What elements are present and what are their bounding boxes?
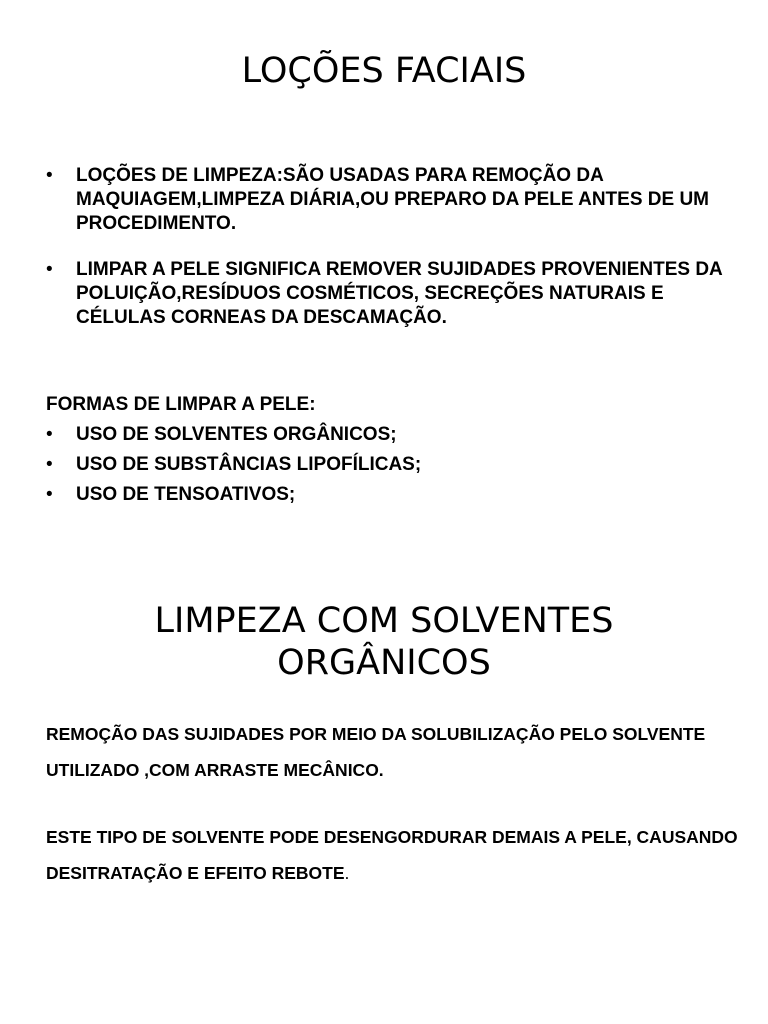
bullet-text: USO DE SUBSTÂNCIAS LIPOFÍLICAS; xyxy=(76,454,422,475)
section-title xyxy=(0,600,768,684)
bullet-icon: • xyxy=(46,424,53,445)
paragraph-warning-period: . xyxy=(344,863,350,883)
list-item xyxy=(46,450,746,480)
paragraph-warning-text: ESTE TIPO DE SOLVENTE PODE DESENGORDURAR DEMAIS A PELE, CAUSANDO DESITRATAÇÃO E EFEITO REBOTE xyxy=(46,827,738,883)
bullet-icon: • xyxy=(46,165,53,186)
bullet-icon: • xyxy=(46,484,53,505)
list-item xyxy=(46,258,746,330)
list-item xyxy=(46,420,746,450)
bullet-icon: • xyxy=(46,454,53,475)
section-title-line-2: ORGÂNICOS xyxy=(277,643,491,683)
list-item xyxy=(46,164,746,236)
list-item xyxy=(46,480,746,510)
section-title-line-1: LIMPEZA COM SOLVENTES xyxy=(154,601,614,641)
bullet-text: USO DE TENSOATIVOS; xyxy=(76,484,296,505)
page-title: LOÇÕES FACIAIS xyxy=(241,51,527,91)
paragraph-warning xyxy=(46,819,746,891)
bullet-icon: • xyxy=(46,259,53,280)
lotions-bullet-list xyxy=(46,164,746,330)
forms-heading: FORMAS DE LIMPAR A PELE: xyxy=(46,394,316,415)
bullet-text: LIMPAR A PELE SIGNIFICA REMOVER SUJIDADES PROVENIENTES DA POLUIÇÃO,RESÍDUOS COSMÉTICOS, SECREÇÕES NATURAIS E CÉLULAS CORNEAS DA DESCAMAÇÃO. xyxy=(76,259,723,328)
paragraph-removal: REMOÇÃO DAS SUJIDADES POR MEIO DA SOLUBILIZAÇÃO PELO SOLVENTE UTILIZADO ,COM ARRASTE MECÂNICO. xyxy=(46,724,706,780)
cleansing-methods-list xyxy=(46,420,746,510)
bullet-text: LOÇÕES DE LIMPEZA:SÃO USADAS PARA REMOÇÃO DA MAQUIAGEM,LIMPEZA DIÁRIA,OU PREPARO DA PELE ANTES DE UM PROCEDIMENTO. xyxy=(76,165,710,234)
bullet-text: USO DE SOLVENTES ORGÂNICOS; xyxy=(76,424,397,445)
